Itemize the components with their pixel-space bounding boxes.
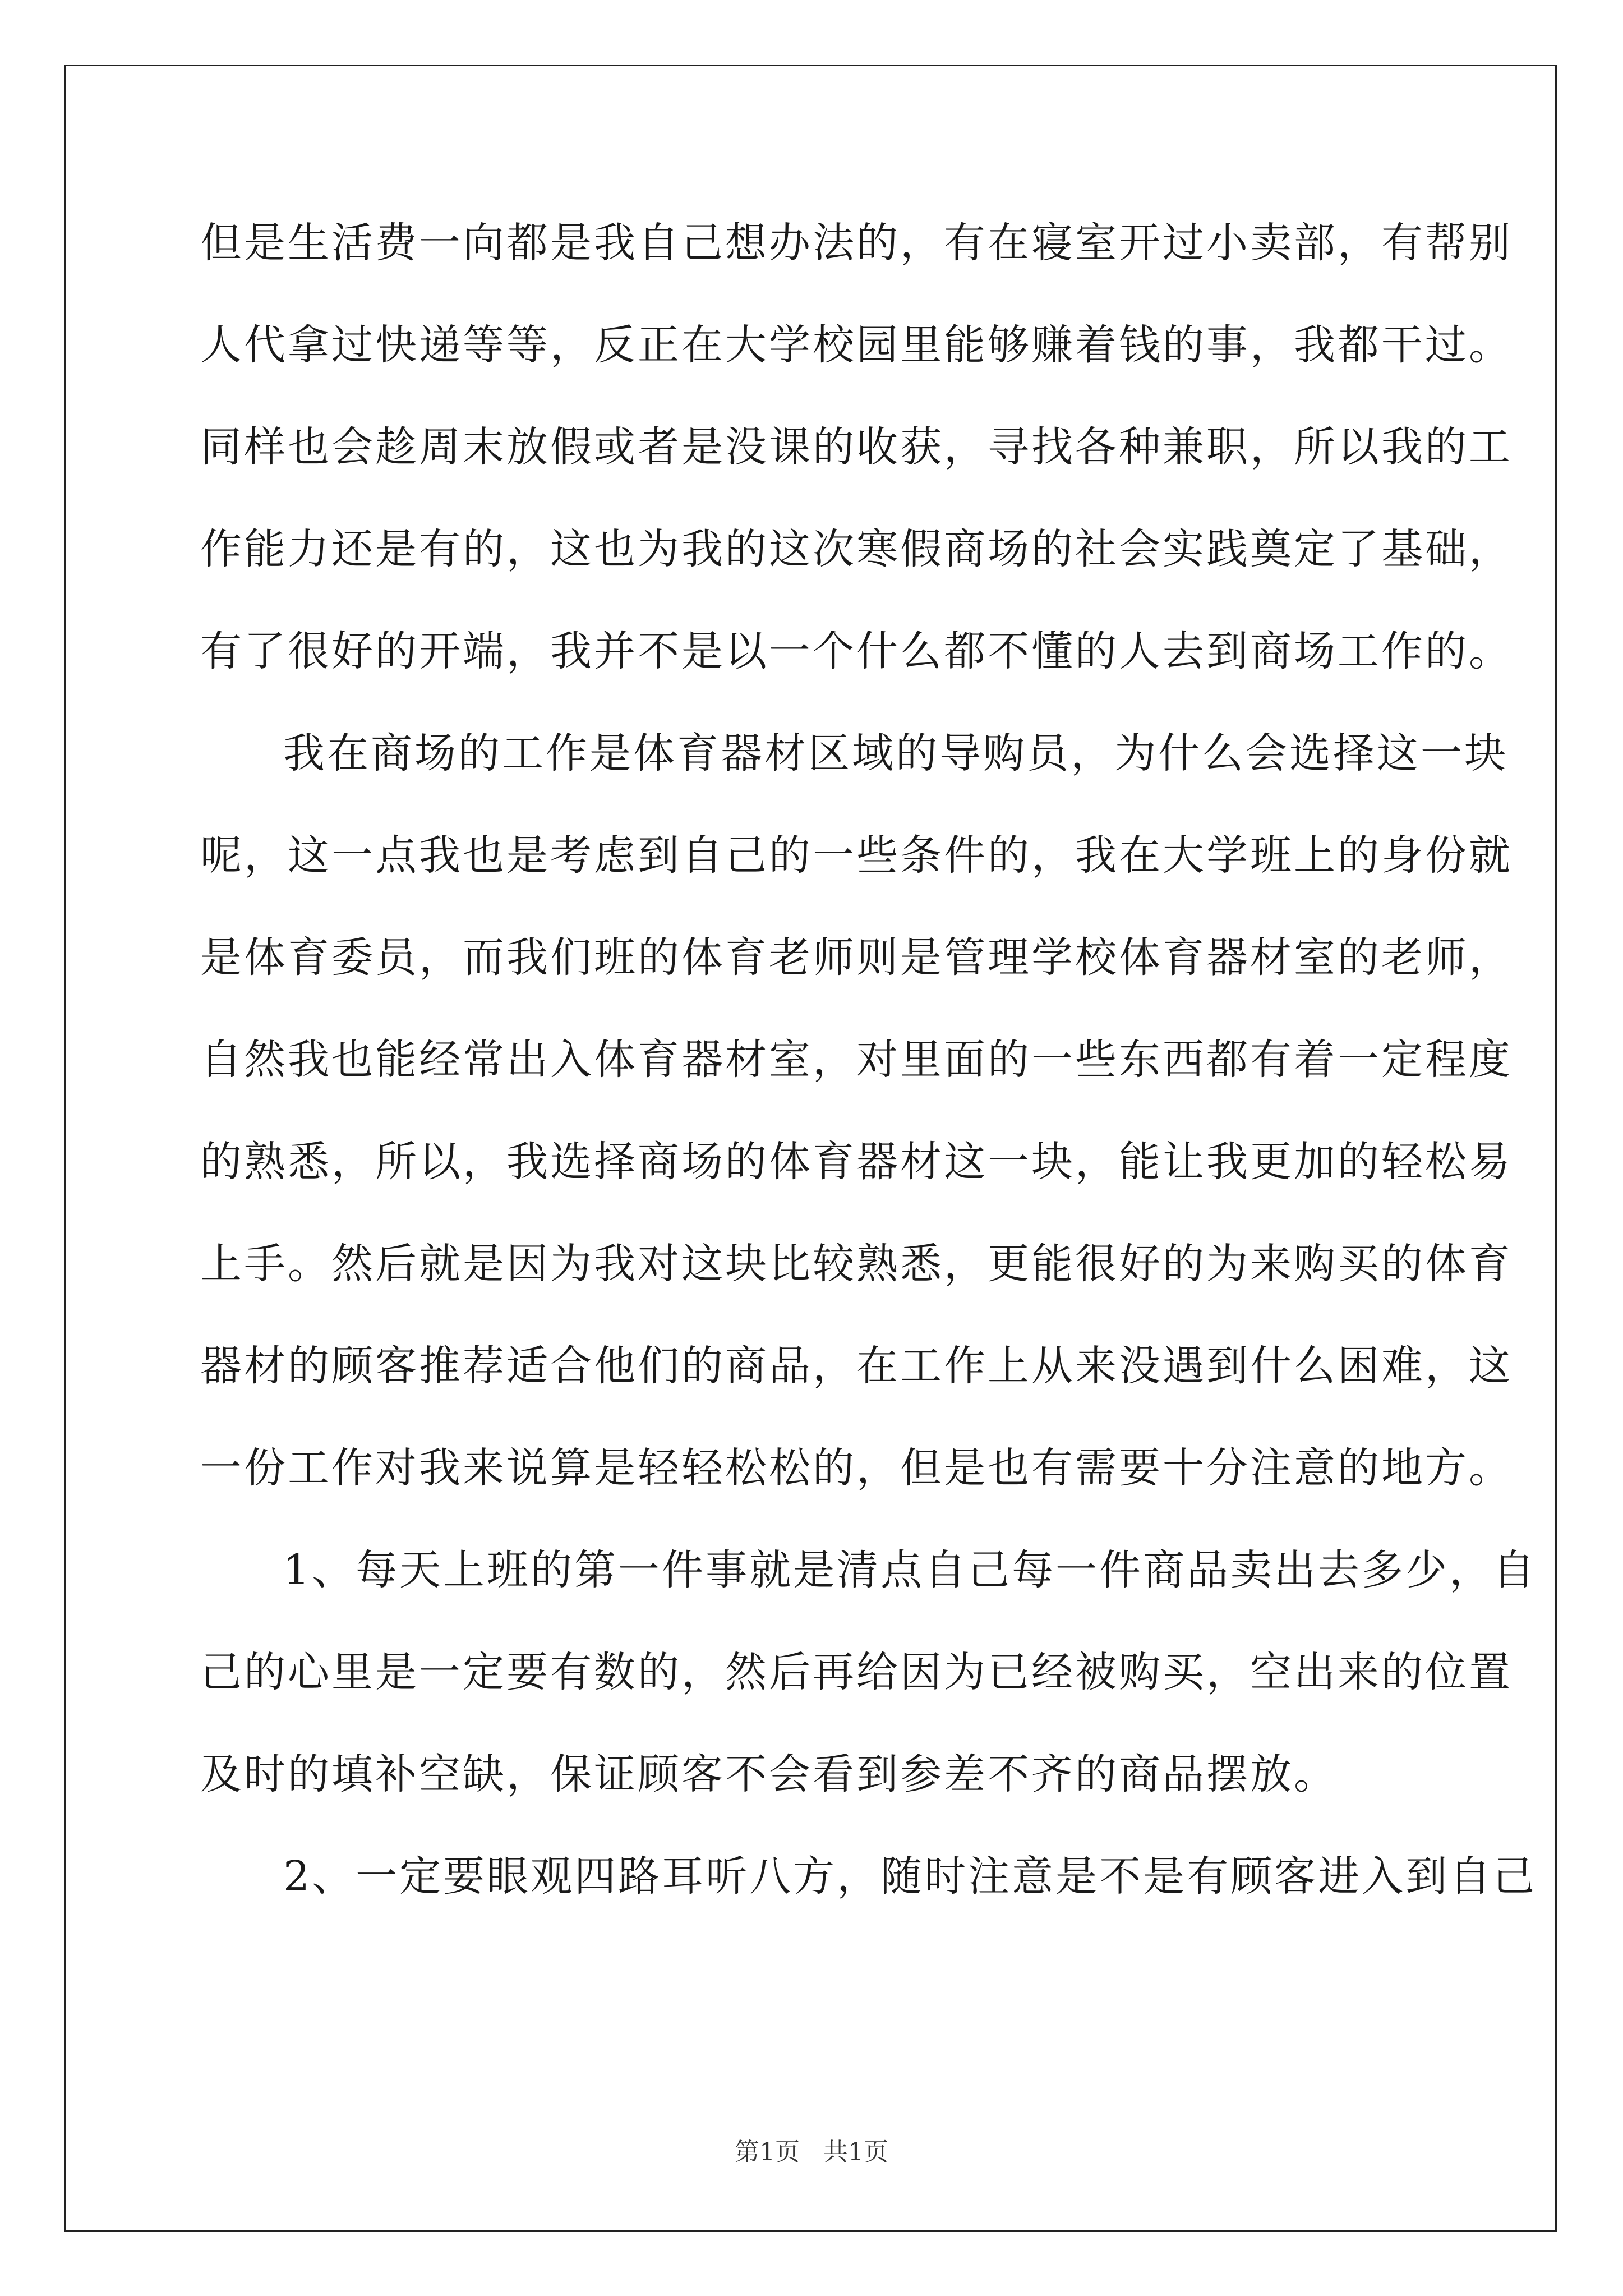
text-line: 我在商场的工作是体育器材区域的导购员，为什么会选择这一块 [283,729,1508,777]
page-footer [0,2132,1623,2168]
text-line: 作能力还是有的，这也为我的这次寒假商场的社会实践奠定了基础， [200,525,1513,573]
text-line: 人代拿过快递等等，反正在大学校园里能够赚着钱的事，我都干过。 [200,321,1513,369]
page-total: 共1页 [823,2138,888,2166]
text-line: 2、一定要眼观四路耳听八方，随时注意是不是有顾客进入到自己 [283,1852,1537,1901]
text-line: 呢，这一点我也是考虑到自己的一些条件的，我在大学班上的身份就 [200,831,1513,880]
text-line: 有了很好的开端，我并不是以一个什么都不懂的人去到商场工作的。 [200,627,1513,675]
page-number: 第1页 [735,2138,800,2166]
text-line: 的熟悉，所以，我选择商场的体育器材这一块，能让我更加的轻松易 [200,1138,1513,1186]
text-line: 是体育委员，而我们班的体育老师则是管理学校体育器材室的老师， [200,933,1513,982]
text-line: 及时的填补空缺，保证顾客不会看到参差不齐的商品摆放。 [200,1750,1338,1798]
text-line: 器材的顾客推荐适合他们的商品，在工作上从来没遇到什么困难，这 [200,1342,1513,1390]
text-line: 同样也会趁周末放假或者是没课的收获，寻找各种兼职，所以我的工 [200,423,1513,471]
text-line: 上手。然后就是因为我对这块比较熟悉，更能很好的为来购买的体育 [200,1240,1513,1288]
text-line: 己的心里是一定要有数的，然后再给因为已经被购买，空出来的位置 [200,1648,1513,1696]
text-line: 1、每天上班的第一件事就是清点自己每一件商品卖出去多少，自 [283,1546,1537,1594]
text-line: 一份工作对我来说算是轻轻松松的，但是也有需要十分注意的地方。 [200,1444,1513,1492]
text-line: 但是生活费一向都是我自己想办法的，有在寝室开过小卖部，有帮别 [200,219,1513,267]
document-body [200,219,1537,1954]
text-line: 自然我也能经常出入体育器材室，对里面的一些东西都有着一定程度 [200,1036,1513,1084]
